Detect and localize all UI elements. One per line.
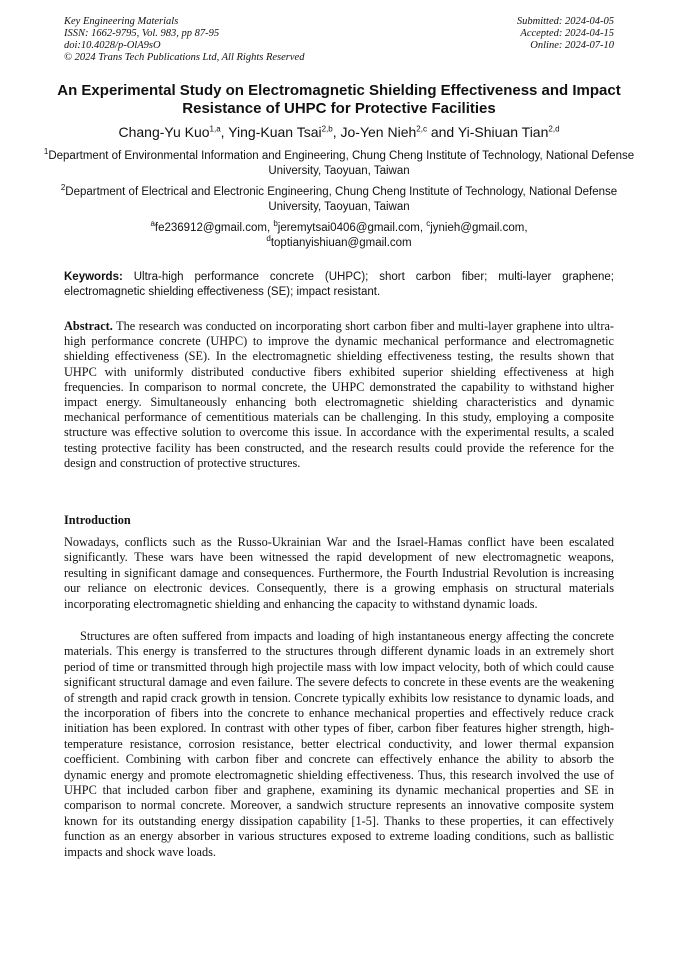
author-superscript: 2,b: [321, 124, 333, 134]
author-superscript: 2,d: [548, 124, 560, 134]
abstract-label: Abstract.: [64, 319, 113, 333]
online-date: Online: 2024-07-10: [530, 40, 614, 51]
publication-dates: [517, 16, 614, 52]
email-separator: ,: [524, 222, 528, 234]
email-separator: ,: [266, 222, 274, 234]
email-address[interactable]: jeremytsai0406@gmail.com: [277, 222, 420, 234]
journal-info: [64, 16, 304, 64]
email-address[interactable]: toptianyishiuan@gmail.com: [270, 237, 412, 249]
author-superscript: 1,a: [209, 124, 221, 134]
author-list: [40, 123, 638, 141]
email-superscript: d: [266, 234, 271, 244]
keywords-block: [64, 270, 614, 300]
doi-line: doi:10.4028/p-OlA9sO: [64, 40, 161, 51]
affiliation-1: [40, 149, 638, 179]
introduction-heading: Introduction: [64, 513, 131, 527]
abstract-block: [64, 319, 614, 471]
author-name: Jo-Yen Nieh: [340, 124, 417, 140]
email-separator: ,: [419, 222, 427, 234]
author-name: Yi-Shiuan Tian: [457, 124, 549, 140]
paper-title: An Experimental Study on Electromagnetic Shielding Effectiveness and Impact Resistance of UHPC for Protective Facilities: [57, 82, 621, 117]
affiliation-2: [40, 185, 638, 215]
submitted-date: Submitted: 2024-04-05: [516, 16, 614, 27]
affiliation-superscript: 1: [43, 147, 49, 157]
email-list: [40, 221, 638, 251]
author-name: Chang-Yu Kuo: [118, 124, 210, 140]
email-superscript: b: [273, 219, 278, 229]
abstract-text: The research was conducted on incorporating short carbon fiber and multi-layer graphene into ultra-high performance concrete (UHPC) to improve the dynamic mechanical performance and electromagnetic shielding effectiveness (SE). In the electromagnetic shielding effectiveness testing, the results shown that UHPC with uniformly distributed conductive fibers exhibited superior shielding effectiveness at high frequencies. In comparison to normal concrete, the UHPC demonstrated the capability to withstand higher impact energy. Simultaneously enhancing both electromagnetic shielding characteristics and dynamic mechanical performance of cementitious materials can be challenging. In this study, employing a composite structure was effective solution to overcome this issue. In accordance with the experimental results, a scaled testing protective facility has been constructed, and the research results could provide the reference for the design and construction of protective structures.: [64, 319, 614, 470]
email-address[interactable]: jynieh@gmail.com: [430, 222, 525, 234]
author-name: Ying-Kuan Tsai: [228, 124, 322, 140]
author-superscript: 2,c: [416, 124, 427, 134]
accepted-date: Accepted: 2024-04-15: [520, 28, 614, 39]
author-separator: and: [426, 124, 458, 140]
affiliation-superscript: 2: [60, 183, 66, 193]
copyright-line: © 2024 Trans Tech Publications Ltd, All Rights Reserved: [64, 52, 305, 63]
affiliation-text: Department of Environmental Information and Engineering, Chung Cheng Institute of Technology, National Defense University, Taoyuan, Taiwan: [48, 150, 635, 177]
email-superscript: c: [426, 219, 431, 229]
author-separator: ,: [220, 124, 229, 140]
introduction-paragraph-2: Structures are often suffered from impacts and loading of high instantaneous energy affecting the concrete materials. This energy is transferred to the structures through different dynamic loads in an extremely short period of time or transmitted through high projectile mass with low impact velocity, both of which could cause significant structural damage and even failure. The severe defects to concrete in these events are the weakening of strength and rapid crack growth in tension. Concrete typically exhibits low resistance to dynamic loads, and the incorporation of fibers into the concrete to enhance mechanical properties and effectively reduce crack initiation has been explored. In contrast with other types of fiber, carbon fiber features higher strength, high-temperature resistance, corrosion resistance, better electrical conductivity, and lower thermal expansion coefficient. Combining with carbon fiber and concrete can effectively enhance the ability to absorb the dynamic energy and promote electromagnetic shielding effectiveness. Thus, this research involved the use of UHPC that included carbon fiber and graphene, examining its dynamic mechanical properties and SE in comparison to normal concrete. Moreover, a sandwich structure represents an innovative composite system known for its outstanding energy dissipation capability [1-5]. Thanks to these properties, it can effectively function as an energy absorber in various structures exposed to extreme loading conditions, such as ballistic impacts and shock wave loads.: [64, 629, 614, 859]
journal-name: Key Engineering Materials: [64, 16, 179, 27]
introduction-paragraph-1: Nowadays, conflicts such as the Russo-Ukrainian War and the Israel-Hamas conflict have been escalated significantly. These wars have been witnessed the rapid development of new electromagnetic weapons, resulting in significant damage and consequences. Furthermore, the Fourth Industrial Revolution is increasing our reliance on electronic devices. Consequently, there is a growing emphasis on structural materials incorporating electromagnetic shielding and enhancing the capacity to withstand dynamic loads.: [64, 535, 614, 611]
issn-line: ISSN: 1662-9795, Vol. 983, pp 87-95: [64, 28, 220, 39]
keywords-label: Keywords:: [64, 271, 123, 283]
keywords-text: Ultra-high performance concrete (UHPC); short carbon fiber; multi-layer graphene; electromagnetic shielding effectiveness (SE); impact resistant.: [64, 271, 614, 298]
affiliation-text: Department of Electrical and Electronic Engineering, Chung Cheng Institute of Technology, National Defense University, Taoyuan, Taiwan: [65, 186, 618, 213]
email-address[interactable]: fe236912@gmail.com: [154, 222, 267, 234]
author-separator: ,: [332, 124, 341, 140]
email-superscript: a: [150, 219, 155, 229]
